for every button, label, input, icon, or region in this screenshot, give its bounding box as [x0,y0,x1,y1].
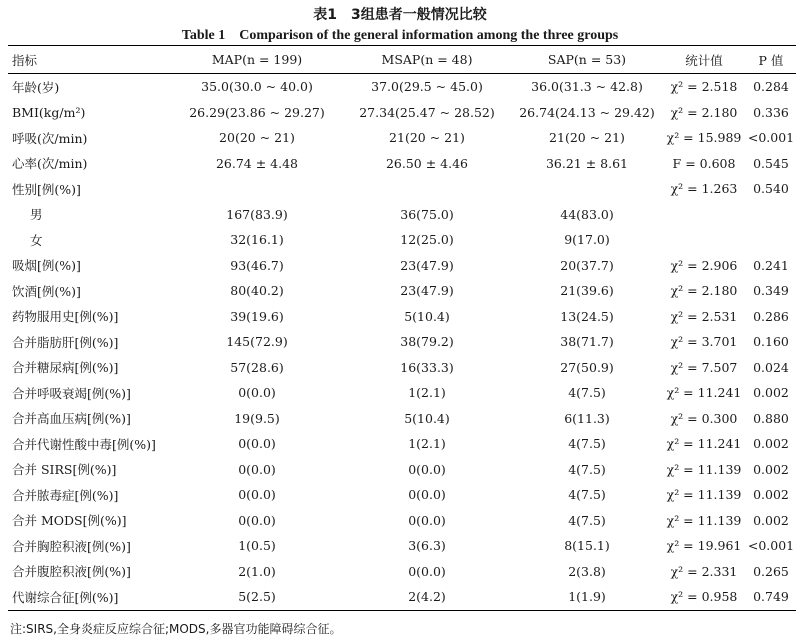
msap-cell: 38(79.2) [400,334,454,350]
table-row [8,533,796,559]
table-row [8,151,796,177]
p-value-cell: 0.349 [753,283,789,299]
indicator-cell: 合并糖尿病[例(%)] [12,360,119,376]
table-row [8,227,796,253]
indicator-cell: 性别[例(%)] [12,181,81,197]
statistic-cell: χ² = 2.518 [670,79,738,95]
map-cell: 0(0.0) [238,461,276,477]
table-row [8,304,796,330]
msap-cell: 21(20 ~ 21) [389,130,465,146]
sap-cell: 44(83.0) [560,206,614,222]
sap-cell: 26.74(24.13 ~ 29.42) [519,104,655,120]
sap-cell: 13(24.5) [560,308,614,324]
msap-cell: 12(25.0) [400,232,454,248]
header-sap: SAP(n = 53) [547,52,627,67]
map-cell: 1(0.5) [238,538,276,554]
map-cell: 167(83.9) [226,206,288,222]
msap-cell: 23(47.9) [400,257,454,273]
p-value-cell: 0.265 [753,563,789,579]
p-value-cell: 0.545 [753,155,789,171]
map-cell: 93(46.7) [230,257,284,273]
statistic-cell: χ² = 2.180 [670,104,738,120]
table-row [8,202,796,228]
msap-cell: 0(0.0) [408,512,446,528]
statistic-cell: χ² = 2.180 [670,283,738,299]
map-cell: 32(16.1) [230,232,284,248]
sap-cell: 4(7.5) [568,461,606,477]
indicator-cell: 合并代谢性酸中毒[例(%)] [12,436,156,452]
statistic-cell: χ² = 0.958 [670,589,738,605]
msap-cell: 36(75.0) [400,206,454,222]
table-row [8,380,796,406]
header-indicator: 指标 [12,52,38,68]
statistic-cell: χ² = 2.906 [670,257,738,273]
msap-cell: 2(4.2) [408,589,446,605]
map-cell: 39(19.6) [230,308,284,324]
sap-cell [512,176,662,202]
statistic-cell: χ² = 11.241 [666,436,742,452]
table-header-row [8,46,796,74]
table-row [8,100,796,126]
sap-cell: 38(71.7) [560,334,614,350]
msap-cell: 26.50 ± 4.46 [385,155,469,171]
map-cell: 5(2.5) [238,589,276,605]
indicator-cell: 药物服用史[例(%)] [12,309,119,325]
msap-cell: 0(0.0) [408,563,446,579]
indicator-cell: 代谢综合征[例(%)] [12,589,119,605]
p-value-cell [746,202,796,228]
p-value-cell: 0.749 [753,589,789,605]
map-cell: 0(0.0) [238,436,276,452]
header-msap: MSAP(n = 48) [381,52,473,67]
statistic-cell [662,227,746,253]
statistic-cell: χ² = 11.139 [666,487,742,503]
p-value-cell: 0.880 [753,410,789,426]
table-row [8,508,796,534]
indicator-cell: 合并腹腔积液[例(%)] [12,564,131,580]
indicator-cell: 合并脓毒症[例(%)] [12,487,119,503]
map-cell: 145(72.9) [226,334,288,350]
sap-cell: 21(20 ~ 21) [549,130,625,146]
statistic-cell: χ² = 0.300 [670,410,738,426]
p-value-cell: 0.002 [753,487,789,503]
sap-cell: 21(39.6) [560,283,614,299]
p-value-cell: 0.540 [753,181,789,197]
statistic-cell: χ² = 19.961 [666,538,742,554]
sap-cell: 4(7.5) [568,512,606,528]
map-cell: 0(0.0) [238,487,276,503]
map-cell: 80(40.2) [230,283,284,299]
p-value-cell [746,227,796,253]
statistic-cell: χ² = 11.139 [666,461,742,477]
map-cell: 2(1.0) [238,563,276,579]
msap-cell: 1(2.1) [408,436,446,452]
p-value-cell: 0.024 [753,359,789,375]
statistic-cell: χ² = 11.241 [666,385,742,401]
indicator-cell: 合并 SIRS[例(%)] [12,462,117,478]
indicator-cell: 合并呼吸衰竭[例(%)] [12,385,131,401]
table-row [8,457,796,483]
indicator-cell: 合并高血压病[例(%)] [12,411,131,427]
indicator-cell: 心率(次/min) [12,156,88,172]
sap-cell: 36.21 ± 8.61 [545,155,629,171]
map-cell: 26.29(23.86 ~ 29.27) [189,104,325,120]
sap-cell: 9(17.0) [564,232,610,248]
indicator-cell: 饮酒[例(%)] [12,283,81,299]
table-row [8,278,796,304]
map-cell [172,176,342,202]
p-value-cell: 0.002 [753,385,789,401]
statistic-cell: χ² = 7.507 [670,359,738,375]
map-cell: 35.0(30.0 ~ 40.0) [201,79,313,95]
statistic-cell: F = 0.608 [672,155,736,171]
table-row [8,482,796,508]
map-cell: 19(9.5) [234,410,280,426]
statistic-cell: χ² = 3.701 [670,334,738,350]
p-value-cell: 0.002 [753,461,789,477]
msap-cell: 3(6.3) [408,538,446,554]
sap-cell: 4(7.5) [568,487,606,503]
msap-cell: 0(0.0) [408,461,446,477]
map-cell: 26.74 ± 4.48 [215,155,299,171]
sap-cell: 4(7.5) [568,436,606,452]
table-row [8,74,796,100]
p-value-cell: 0.286 [753,308,789,324]
table-row [8,431,796,457]
table-row [8,253,796,279]
table-caption-cn: 表1 3组患者一般情况比较 [313,7,487,23]
msap-cell: 0(0.0) [408,487,446,503]
msap-cell: 37.0(29.5 ~ 45.0) [371,79,483,95]
p-value-cell: 0.160 [753,334,789,350]
indicator-cell: 年龄(岁) [12,79,60,95]
sap-cell: 1(1.9) [568,589,606,605]
indicator-cell: 合并胸腔积液[例(%)] [12,538,131,554]
indicator-cell: 合并 MODS[例(%)] [12,513,127,529]
indicator-cell: BMI(kg/m²) [12,104,86,120]
sap-cell: 27(50.9) [560,359,614,375]
statistic-cell: χ² = 11.139 [666,512,742,528]
sap-cell: 2(3.8) [568,563,606,579]
statistic-cell: χ² = 2.531 [670,308,738,324]
sap-cell: 36.0(31.3 ~ 42.8) [531,79,643,95]
p-value-cell: 0.336 [753,104,789,120]
msap-cell: 5(10.4) [404,410,450,426]
msap-cell: 23(47.9) [400,283,454,299]
table-row [8,559,796,585]
statistic-cell: χ² = 2.331 [670,563,738,579]
statistic-cell: χ² = 15.989 [666,130,742,146]
msap-cell [342,176,512,202]
p-value-cell: 0.284 [753,79,789,95]
header-map: MAP(n = 199) [211,52,303,67]
indicator-cell: 吸烟[例(%)] [12,258,81,274]
header-p-value: P 值 [758,52,784,68]
p-value-cell: <0.001 [747,538,795,554]
table-row [8,355,796,381]
indicator-cell: 呼吸(次/min) [12,130,88,146]
table-body [8,74,796,611]
msap-cell: 16(33.3) [400,359,454,375]
p-value-cell: <0.001 [747,130,795,146]
p-value-cell: 0.241 [753,257,789,273]
map-cell: 0(0.0) [238,512,276,528]
table-row [8,584,796,610]
indicator-cell: 男 [30,207,43,223]
statistic-cell: χ² = 1.263 [670,181,738,197]
map-cell: 0(0.0) [238,385,276,401]
sap-cell: 8(15.1) [564,538,610,554]
sap-cell: 4(7.5) [568,385,606,401]
header-statistic: 统计值 [685,52,723,68]
sap-cell: 20(37.7) [560,257,614,273]
statistic-cell [662,202,746,228]
sap-cell: 6(11.3) [564,410,610,426]
indicator-cell: 女 [30,232,43,248]
p-value-cell: 0.002 [753,512,789,528]
comparison-table [8,45,796,611]
table-footnote: 注:SIRS,全身炎症反应综合征;MODS,多器官功能障碍综合征。 [10,622,342,636]
table-row [8,406,796,432]
msap-cell: 1(2.1) [408,385,446,401]
map-cell: 57(28.6) [230,359,284,375]
indicator-cell: 合并脂肪肝[例(%)] [12,334,119,350]
table-caption-en: Table 1 Comparison of the general information among the three groups [181,28,619,43]
table-row [8,176,796,202]
msap-cell: 27.34(25.47 ~ 28.52) [359,104,495,120]
map-cell: 20(20 ~ 21) [219,130,295,146]
msap-cell: 5(10.4) [404,308,450,324]
table-row [8,329,796,355]
table-row [8,125,796,151]
p-value-cell: 0.002 [753,436,789,452]
